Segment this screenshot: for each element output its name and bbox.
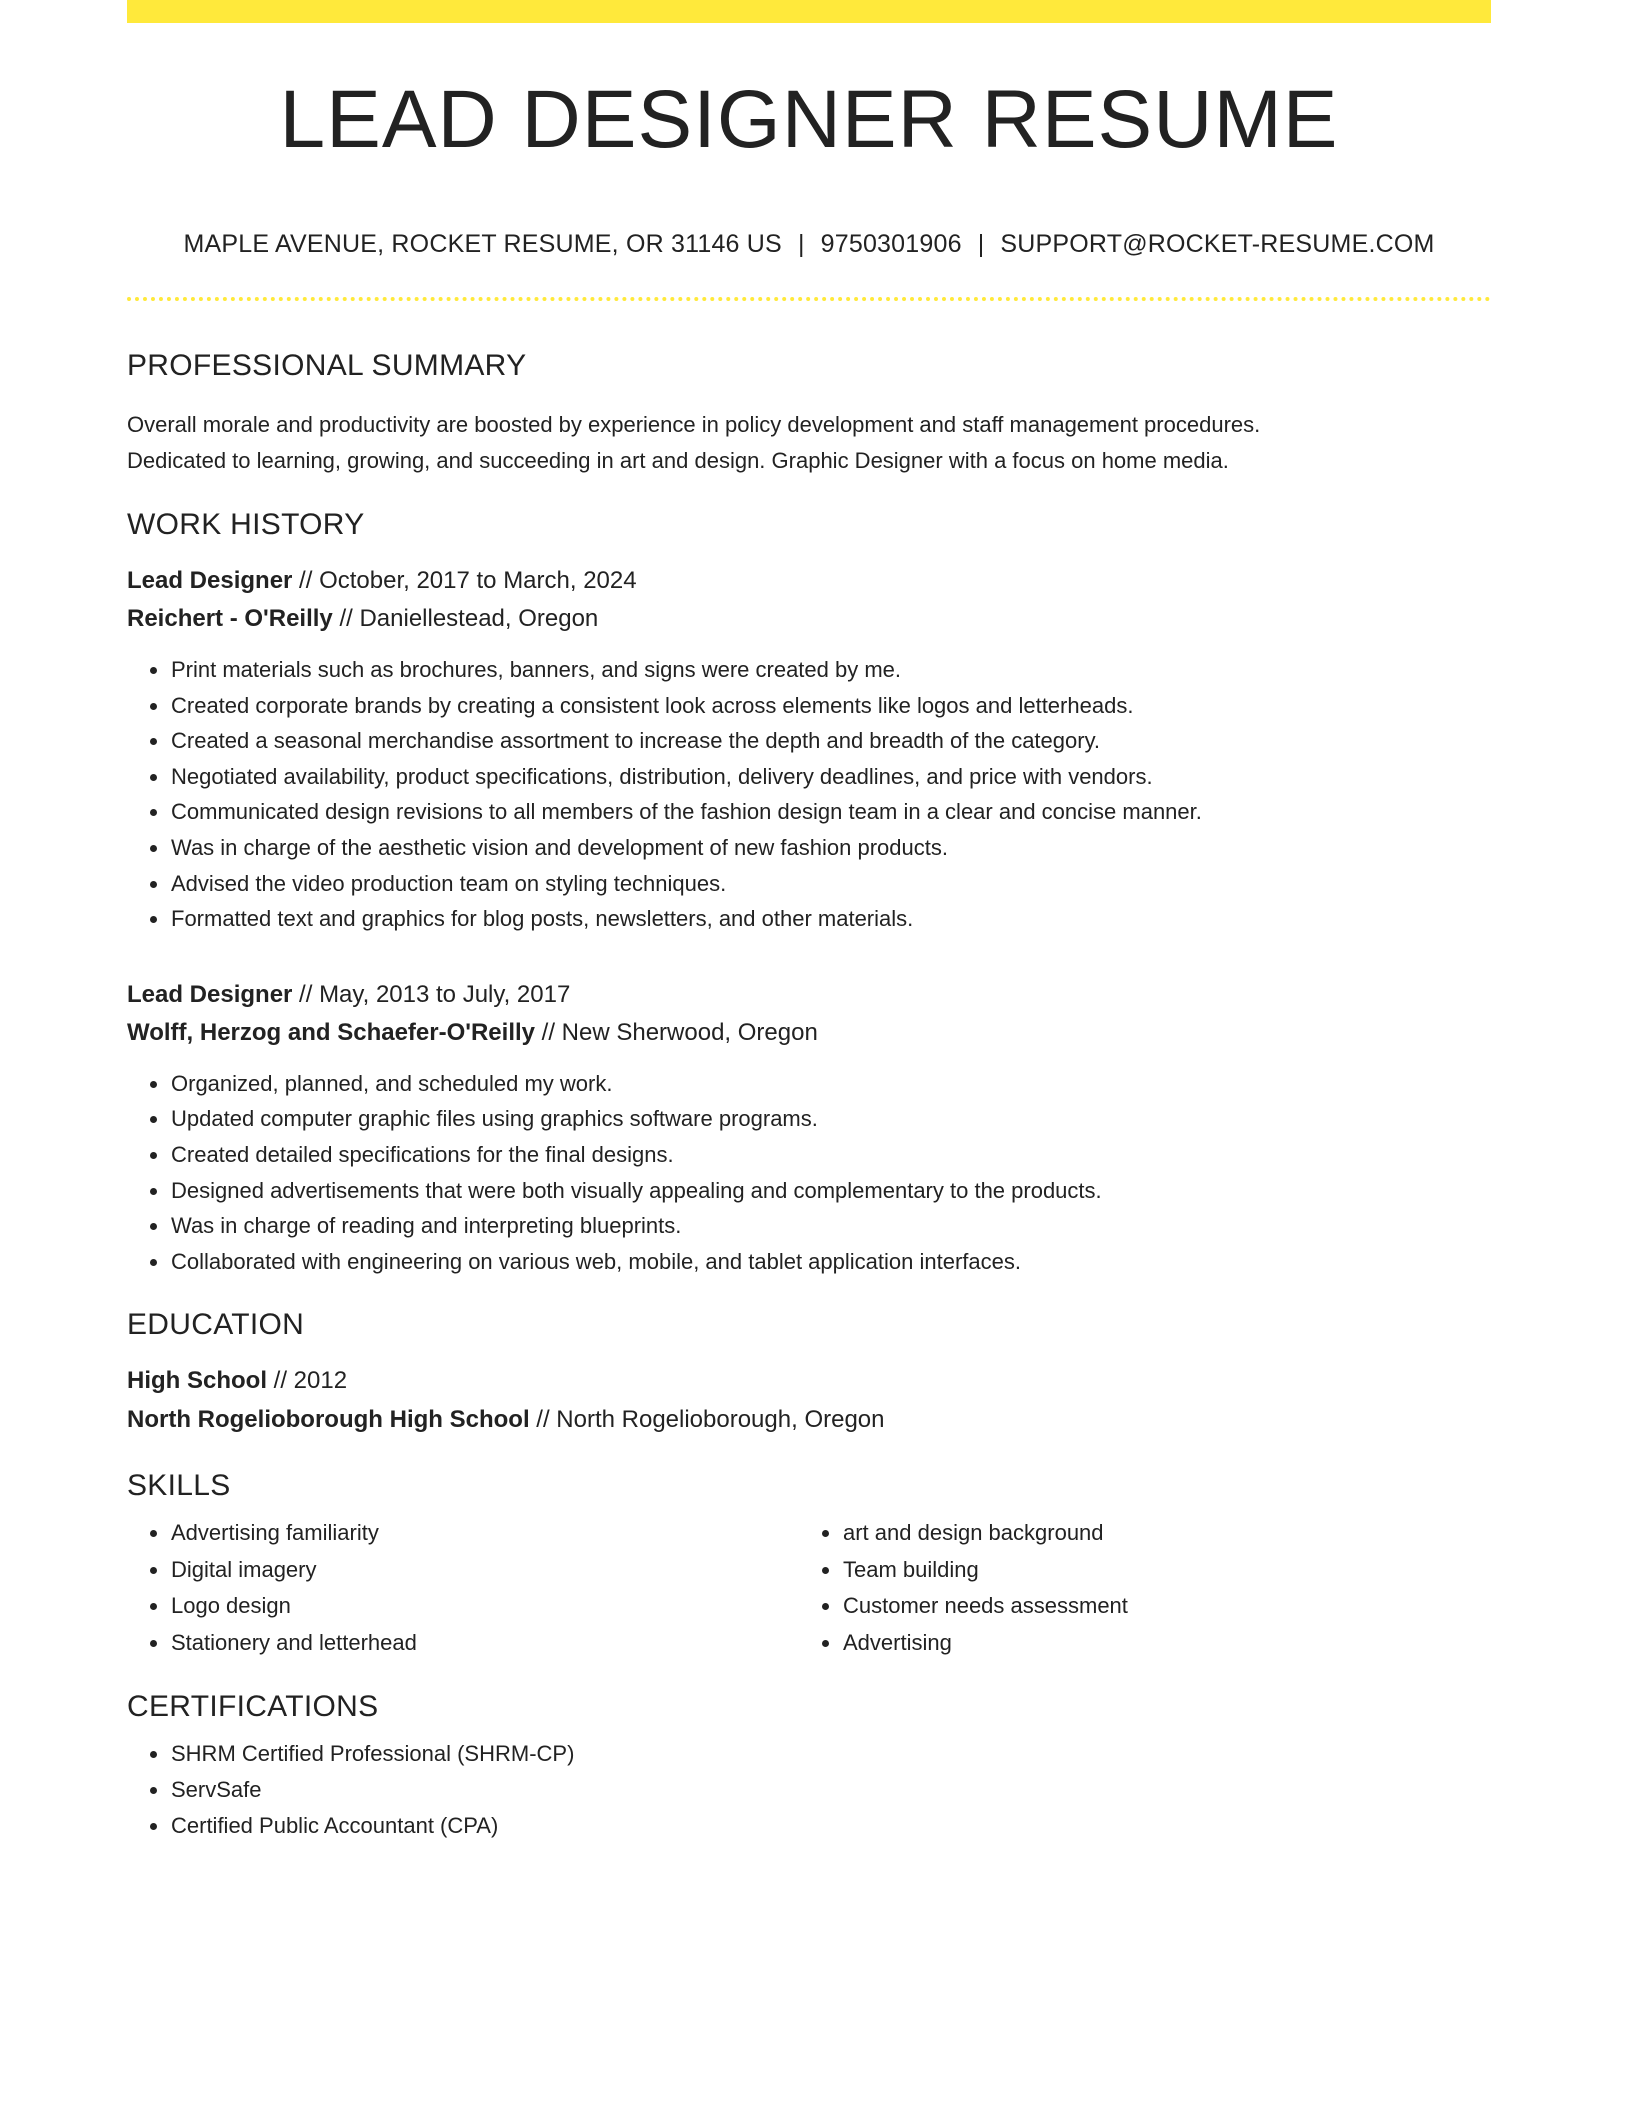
resume-title: LEAD DESIGNER RESUME — [279, 74, 1339, 165]
list-item: • Was in charge of the aesthetic vision and development of new fashion products. — [170, 830, 1491, 866]
list-item: • ServSafe — [170, 1772, 1491, 1808]
list-item: • Designed advertisements that were both visually appealing and complementary to the products. — [170, 1173, 1491, 1209]
skills-column-right — [799, 1515, 1471, 1661]
list-item: • Collaborated with engineering on various web, mobile, and tablet application interfaces. — [170, 1244, 1491, 1280]
resume-page — [127, 0, 1491, 1843]
job-location: // New Sherwood, Oregon — [535, 1018, 818, 1046]
email: SUPPORT@ROCKET-RESUME.COM — [1000, 230, 1435, 258]
summary-line: Overall morale and productivity are boosted by experience in policy development and staff management procedures. — [127, 412, 1261, 437]
job-company: Reichert - O'Reilly — [127, 605, 333, 632]
list-item: • Certified Public Accountant (CPA) — [170, 1808, 1491, 1844]
list-item: • Digital imagery — [170, 1552, 799, 1589]
top-accent-bar — [127, 0, 1491, 23]
contact-separator: | — [797, 230, 805, 258]
summary-line: Dedicated to learning, growing, and succeeding in art and design. Graphic Designer with a focus on home media. — [127, 448, 1229, 473]
list-item: • Updated computer graphic files using graphics software programs. — [170, 1101, 1491, 1137]
list-item: • Communicated design revisions to all members of the fashion design team in a clear and concise manner. — [170, 794, 1491, 830]
education-entry — [127, 1361, 1491, 1439]
job-role: Lead Designer — [127, 567, 293, 594]
education-school: North Rogelioborough High School — [127, 1406, 530, 1434]
list-item: • Customer needs assessment — [842, 1588, 1471, 1625]
address: MAPLE AVENUE, ROCKET RESUME, OR 31146 US — [183, 230, 782, 258]
job-company: Wolff, Herzog and Schaefer-O'Reilly — [127, 1018, 535, 1046]
section-title-summary: PROFESSIONAL SUMMARY — [127, 349, 527, 382]
skills-column-left — [127, 1515, 799, 1661]
section-title-work-history: WORK HISTORY — [127, 508, 365, 541]
education-degree: High School — [127, 1367, 267, 1395]
section-title-certifications: CERTIFICATIONS — [127, 1690, 379, 1724]
list-item: • Created corporate brands by creating a consistent look across elements like logos and letterheads. — [170, 688, 1491, 724]
list-item: • Advertising familiarity — [170, 1515, 799, 1552]
education-year: // 2012 — [267, 1367, 348, 1395]
list-item: • Print materials such as brochures, banners, and signs were created by me. — [170, 652, 1491, 688]
list-item: • Stationery and letterhead — [170, 1625, 799, 1662]
job-bullets — [127, 652, 1491, 937]
list-item: • Advertising — [842, 1625, 1471, 1662]
list-item: • Advised the video production team on styling techniques. — [170, 866, 1491, 902]
list-item: • SHRM Certified Professional (SHRM-CP) — [170, 1736, 1491, 1772]
phone: 9750301906 — [820, 230, 962, 258]
job-location: // Daniellestead, Oregon — [332, 605, 599, 632]
summary-text — [127, 407, 1491, 479]
job-dates: // October, 2017 to March, 2024 — [292, 567, 637, 594]
list-item: • Was in charge of reading and interpreting blueprints. — [170, 1208, 1491, 1244]
job-role: Lead Designer — [127, 980, 293, 1008]
list-item: • Formatted text and graphics for blog posts, newsletters, and other materials. — [170, 901, 1491, 937]
skills-grid — [127, 1515, 1491, 1661]
list-item: • Created detailed specifications for the final designs. — [170, 1137, 1491, 1173]
list-item: • Team building — [842, 1552, 1471, 1589]
education-location: // North Rogelioborough, Oregon — [529, 1406, 885, 1434]
section-title-skills: SKILLS — [127, 1469, 231, 1503]
contact-line — [127, 232, 1491, 257]
job-header — [127, 562, 1491, 638]
header-divider — [127, 297, 1491, 301]
certifications-list — [127, 1736, 1491, 1843]
list-item: • Negotiated availability, product specifications, distribution, delivery deadlines, and price with vendors. — [170, 759, 1491, 795]
job-dates: // May, 2013 to July, 2017 — [292, 980, 571, 1008]
list-item: • Created a seasonal merchandise assortment to increase the depth and breadth of the category. — [170, 723, 1491, 759]
list-item: • Organized, planned, and scheduled my work. — [170, 1066, 1491, 1102]
skills-list — [127, 1515, 799, 1661]
job-header — [127, 976, 1491, 1052]
skills-list — [799, 1515, 1471, 1661]
list-item: • Logo design — [170, 1588, 799, 1625]
contact-separator: | — [977, 230, 985, 258]
section-title-education: EDUCATION — [127, 1308, 305, 1342]
job-bullets — [127, 1066, 1491, 1280]
list-item: • art and design background — [842, 1515, 1471, 1552]
